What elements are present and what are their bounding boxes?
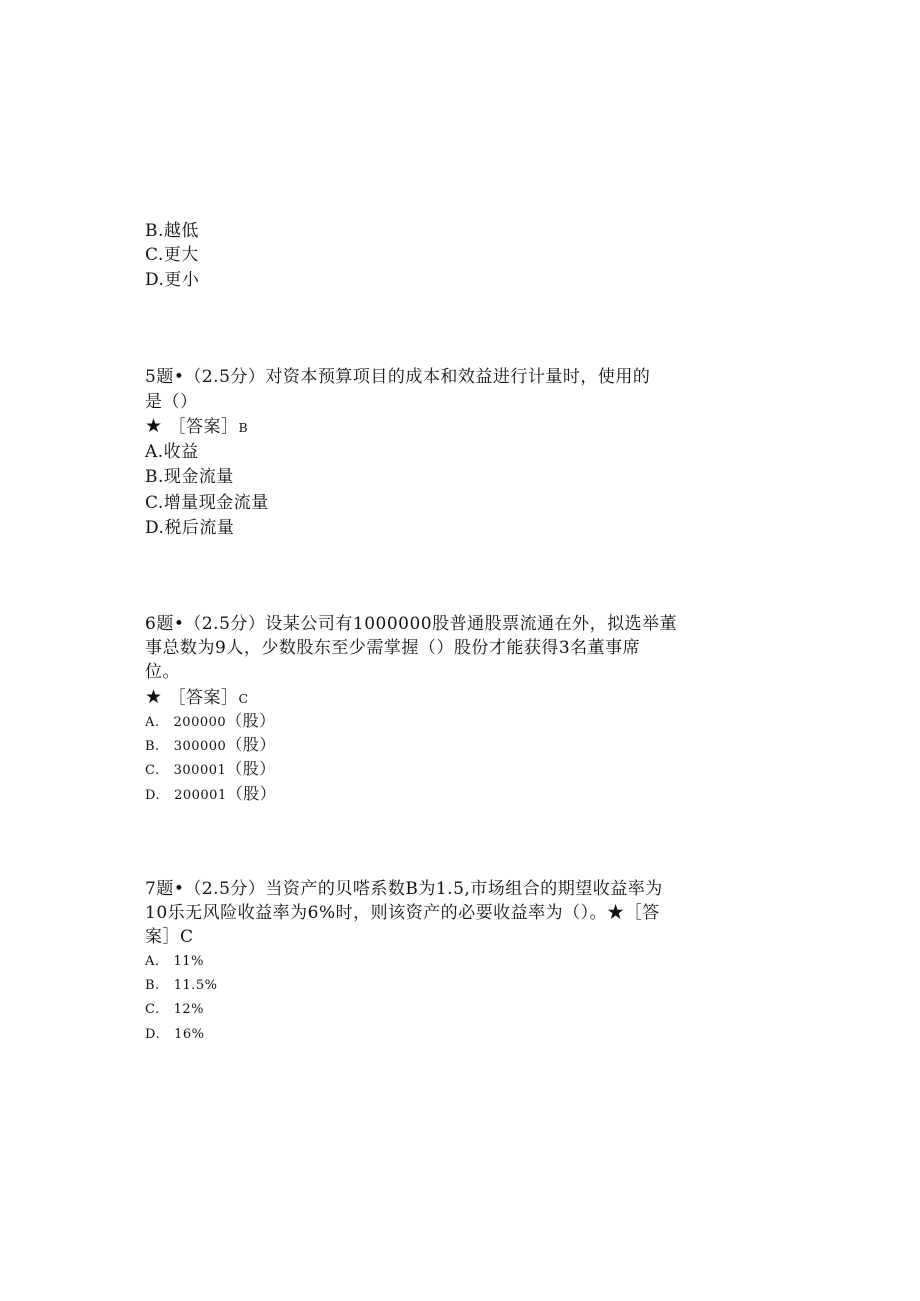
q6-stem-line2: 事总数为9人，少数股东至少需掌握（）股份才能获得3名董事席 [145,638,641,658]
q5-answer [145,414,248,440]
q7-stem-line3: 案］C [145,927,194,947]
q7-option-a [145,950,204,974]
q5-option-a: A.收益 [145,442,199,462]
q5-option-d: D.税后流量 [145,518,235,538]
q6-stem-line1: 6题•（2.5分）设某公司有1000000股普通股票流通在外，拟选举董 [145,614,678,634]
q6-option-d-unit: （股） [226,784,277,803]
q7-option-a-value: 11% [173,954,204,969]
q7-option-d-value: 16% [174,1027,205,1042]
q6-option-b [145,733,276,759]
q6-option-a-letter: A. [145,715,160,730]
q6-option-c-letter: C. [145,763,160,778]
q5-stem-line2: 是（） [145,392,198,412]
q7-option-b [145,974,218,998]
q7-stem-line2: 10乐无风险收益率为6%时，则该资产的必要收益率为（）。★［答 [145,903,660,923]
q7-option-d-letter: D. [145,1027,161,1042]
star-icon: ★ [145,686,163,708]
q7-stem-line1: 7题•（2.5分）当资产的贝嗒系数B为1.5,市场组合的期望收益率为 [145,879,663,899]
q7-option-c-value: 12% [173,1002,205,1017]
q5-answer-label: ［答案］ [168,417,239,437]
q6-option-d-letter: D. [145,788,161,803]
q5-stem-line1: 5题•（2.5分）对资本预算项目的成本和效益进行计量时，使用的 [145,367,651,387]
q4-option-c: C.更大 [145,245,199,265]
q7-option-b-letter: B. [145,978,160,993]
q6-option-c-value: 300001 [173,763,227,778]
star-icon: ★ [145,415,163,437]
q6-option-b-letter: B. [145,739,160,754]
q6-option-c [145,757,276,783]
q6-answer-label: ［答案］ [168,688,239,708]
q7-option-a-letter: A. [145,954,160,969]
q6-option-a [145,709,276,735]
q6-option-a-value: 200000 [173,715,227,730]
q4-option-d: D.更小 [145,270,200,290]
q7-option-d [145,1023,205,1047]
q7-option-c-letter: C. [145,1002,160,1017]
q6-stem-line3: 位。 [145,662,180,682]
q6-answer-value: C [238,691,249,706]
q5-answer-value: B [238,420,248,435]
q6-option-b-unit: （股） [226,735,276,754]
q5-option-c: C.增量现金流量 [145,493,269,513]
q4-option-b: B.越低 [145,221,199,241]
q6-option-b-value: 300000 [173,739,227,754]
q7-option-b-value: 11.5% [173,978,218,993]
q6-option-c-unit: （股） [226,759,276,778]
q6-option-d-value: 200001 [174,788,227,803]
q6-answer [145,685,248,711]
q6-option-a-unit: （股） [226,711,276,730]
q7-option-c [145,998,204,1022]
q6-option-d [145,782,276,808]
q5-option-b: B.现金流量 [145,467,234,487]
